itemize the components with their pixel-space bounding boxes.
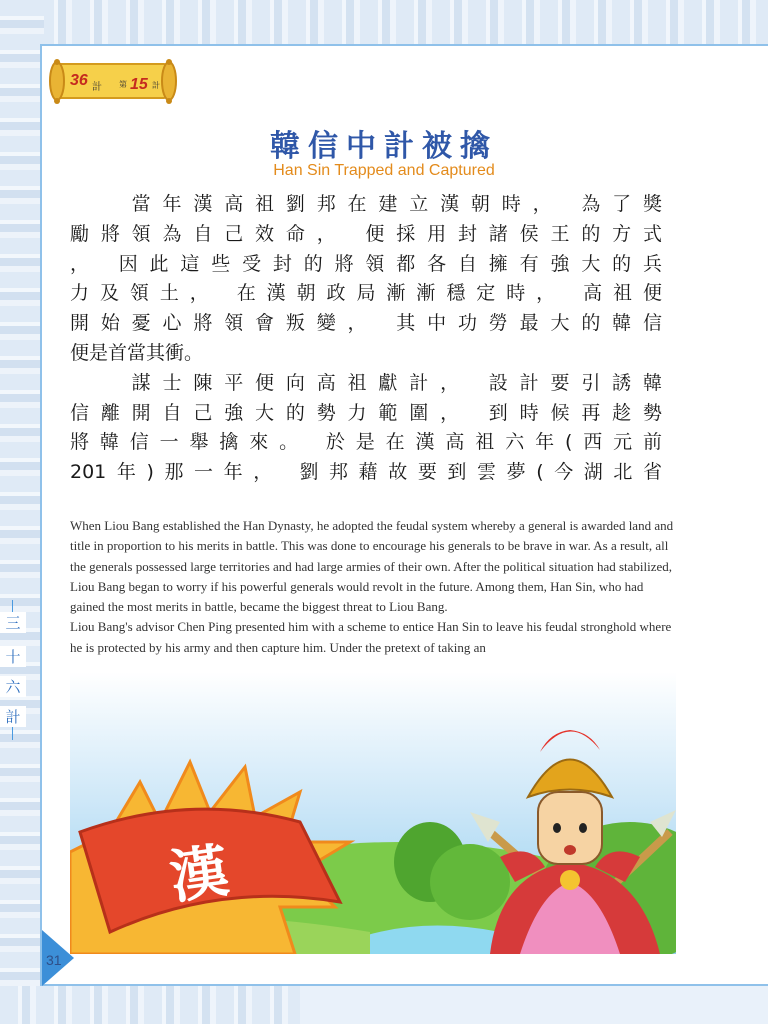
side-label-char: 六: [0, 676, 26, 697]
badge-ji-label: 計: [92, 82, 102, 93]
side-label-char: 十: [0, 646, 26, 667]
english-paragraph-1: When Liou Bang established the Han Dynasty, he adopted the feudal system whereby a general is awarded land and title in proportion to his merits in battle. This was done to encourage his generals to be brave in war. As a result, all the generals possessed large territories and had large armies of their own. After the political situation had stabilized, Liou Bang began to worry if his powerful generals would revolt in the future. Among them, Han Sin, who had gained the most merits in battle, became the biggest threat to Liou Bang.: [70, 518, 674, 615]
side-label-char: 三: [0, 612, 26, 633]
badge-chapter-number: 15: [130, 76, 148, 93]
badge-strategy-number: 36: [70, 72, 88, 89]
chinese-text-line: 便是首當其衝。: [70, 341, 204, 364]
page-title-chinese: 韓信中計被擒: [270, 129, 498, 164]
chinese-text-line: ， 因此這些受封的將領都各自擁有強大的兵: [70, 252, 662, 275]
english-paragraph-2: Liou Bang's advisor Chen Ping presented him with a scheme to entice Han Sin to leave his feudal stronghold where he is protected by his army and then capture him. Under the pretext of taking an: [70, 619, 672, 655]
chinese-text-line: 開始憂心將領會叛變， 其中功勞最大的韓信: [70, 312, 662, 335]
page-title-english: Han Sin Trapped and Captured: [273, 162, 495, 179]
chinese-text-line: 力及領土， 在漢朝政局漸漸穩定時， 高祖便: [70, 282, 662, 305]
badge-di-label: 第: [119, 80, 127, 89]
chinese-text-line: 信離開自己強大的勢力範圍， 到時候再趁勢: [70, 401, 662, 424]
decorative-border-bottom: [0, 986, 300, 1024]
chinese-text-line: 將韓信一舉擒來。 於是在漢高祖六年(西元前: [70, 431, 662, 454]
chinese-text-body: [70, 190, 662, 488]
side-label-char: 計: [0, 706, 26, 727]
badge-ji-label-2: 計: [152, 81, 160, 90]
decorative-border-top: [0, 0, 768, 44]
flag-text: 漢: [165, 836, 233, 912]
story-illustration: [70, 632, 676, 954]
chinese-text-line: 勵將領為自己效命， 便採用封諸侯王的方式: [70, 222, 662, 245]
page-number: 31: [46, 952, 62, 968]
chinese-text-line: 當年漢高祖劉邦在建立漢朝時， 為了獎: [70, 193, 662, 215]
chinese-text-line: 201年)那一年， 劉邦藉故要到雲夢(今湖北省: [70, 461, 662, 484]
chinese-text-line: 謀士陳平便向高祖獻計， 設計要引誘韓: [70, 371, 662, 394]
